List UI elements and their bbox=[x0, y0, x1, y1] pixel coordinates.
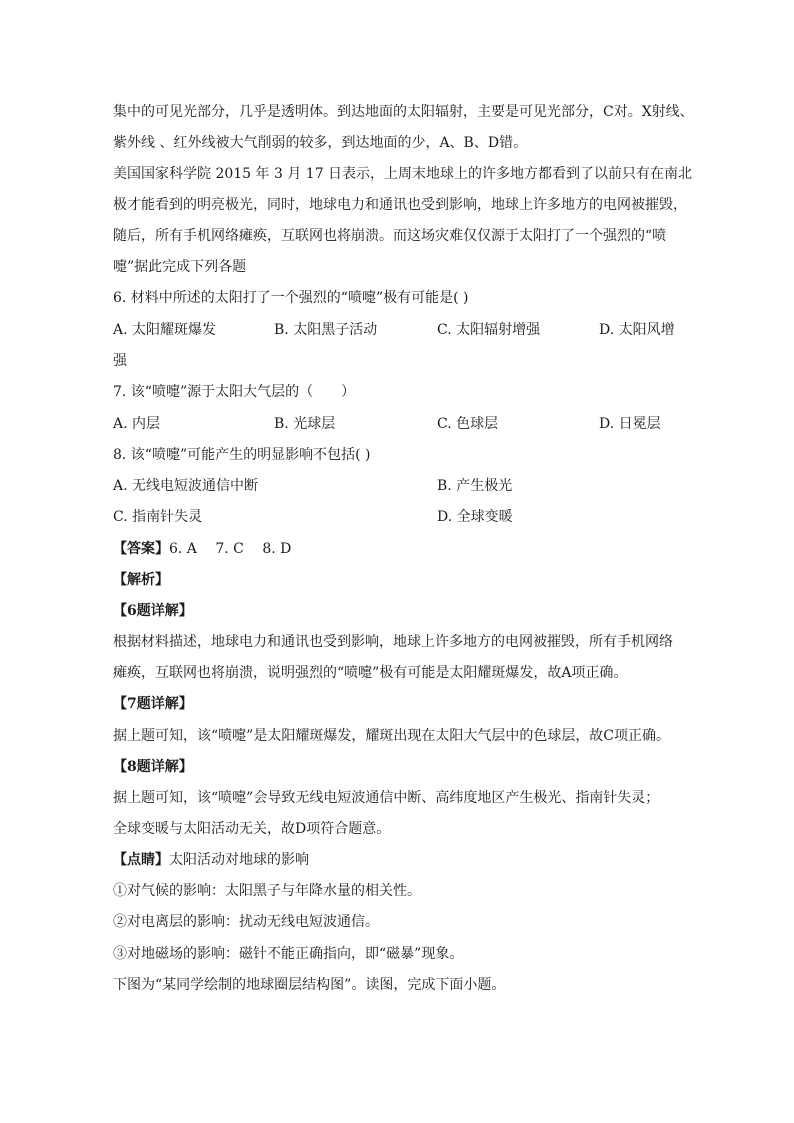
answer-text: 6. A 7. C 8. D bbox=[169, 541, 292, 557]
q6-detail-line2: 瘫痪，互联网也将崩溃，说明强烈的“喷嚏”极有可能是太阳耀斑爆发，故A项正确。 bbox=[113, 665, 628, 681]
question-6-option-d-wrap: 强 bbox=[113, 353, 127, 369]
q8-detail-line2: 全球变暖与太阳活动无关，故D项符合题意。 bbox=[113, 821, 391, 837]
question-6-option-c: C. 太阳辐射增强 bbox=[437, 322, 541, 338]
tip-item-3: ③对地磁场的影响：磁针不能正确指向，即“磁暴”现象。 bbox=[113, 946, 464, 962]
material-line1: 美国国家科学院 2015 年 3 月 17 日表示，上周末地球上的许多地方都看到了以前只有在南北 bbox=[113, 166, 693, 182]
tip-title: 太阳活动对地球的影响 bbox=[169, 852, 309, 868]
q6-detail-label: 【6题详解】 bbox=[113, 603, 193, 619]
q8-detail-line1: 据上题可知，该“喷嚏”会导致无线电短波通信中断、高纬度地区产生极光、指南针失灵； bbox=[113, 790, 660, 806]
q6-detail-line1: 根据材料描述，地球电力和通讯也受到影响，地球上许多地方的电网被摧毁，所有手机网络 bbox=[113, 634, 673, 650]
tip-line bbox=[113, 850, 309, 870]
tip-item-1: ①对气候的影响：太阳黑子与年降水量的相关性。 bbox=[113, 883, 421, 899]
answer-label: 【答案】 bbox=[113, 541, 169, 557]
tip-label: 【点睛】 bbox=[113, 852, 169, 868]
question-7-option-d: D. 日冕层 bbox=[599, 416, 661, 432]
question-8-stem: 8. 该“喷嚏”可能产生的明显影响不包括( ) bbox=[113, 447, 371, 463]
question-8-option-a: A. 无线电短波通信中断 bbox=[113, 478, 259, 494]
question-7-stem: 7. 该“喷嚏”源于太阳大气层的（ ） bbox=[113, 384, 356, 400]
passage1-line2: 紫外线 、红外线被大气削弱的较多，到达地面的少，A、B、D错。 bbox=[113, 135, 528, 151]
question-6-option-d: D. 太阳风增 bbox=[599, 322, 675, 338]
question-6-stem: 6. 材料中所述的太阳打了一个强烈的“喷嚏”极有可能是( ) bbox=[113, 290, 469, 306]
answer-line bbox=[113, 539, 291, 559]
question-8-option-d: D. 全球变暖 bbox=[437, 509, 513, 525]
analysis-label: 【解析】 bbox=[113, 572, 169, 588]
tip-item-2: ②对电离层的影响：扰动无线电短波通信。 bbox=[113, 914, 379, 930]
question-6-option-b: B. 太阳黑子活动 bbox=[274, 322, 378, 338]
passage1-line1: 集中的可见光部分，几乎是透明体。到达地面的太阳辐射，主要是可见光部分，C对。X射线、 bbox=[113, 104, 694, 120]
material-line3: 随后，所有手机网络瘫痪，互联网也将崩溃。而这场灾难仅仅源于太阳打了一个强烈的“喷 bbox=[113, 228, 667, 244]
material-line4: 嚏”据此完成下列各题 bbox=[113, 259, 247, 275]
question-7-option-a: A. 内层 bbox=[113, 416, 161, 432]
question-8-option-b: B. 产生极光 bbox=[437, 478, 513, 494]
q8-detail-label: 【8题详解】 bbox=[113, 759, 193, 775]
question-6-option-a: A. 太阳耀斑爆发 bbox=[113, 322, 217, 338]
next-section-intro: 下图为“某同学绘制的地球圈层结构图”。读图，完成下面小题。 bbox=[113, 977, 506, 993]
question-8-option-c: C. 指南针失灵 bbox=[113, 509, 203, 525]
question-7-option-b: B. 光球层 bbox=[274, 416, 336, 432]
q7-detail-line1: 据上题可知，该“喷嚏”是太阳耀斑爆发，耀斑出现在太阳大气层中的色球层，故C项正确。 bbox=[113, 728, 671, 744]
question-7-option-c: C. 色球层 bbox=[437, 416, 499, 432]
material-line2: 极才能看到的明亮极光，同时，地球电力和通讯也受到影响，地球上许多地方的电网被摧毁， bbox=[113, 197, 687, 213]
q7-detail-label: 【7题详解】 bbox=[113, 696, 193, 712]
